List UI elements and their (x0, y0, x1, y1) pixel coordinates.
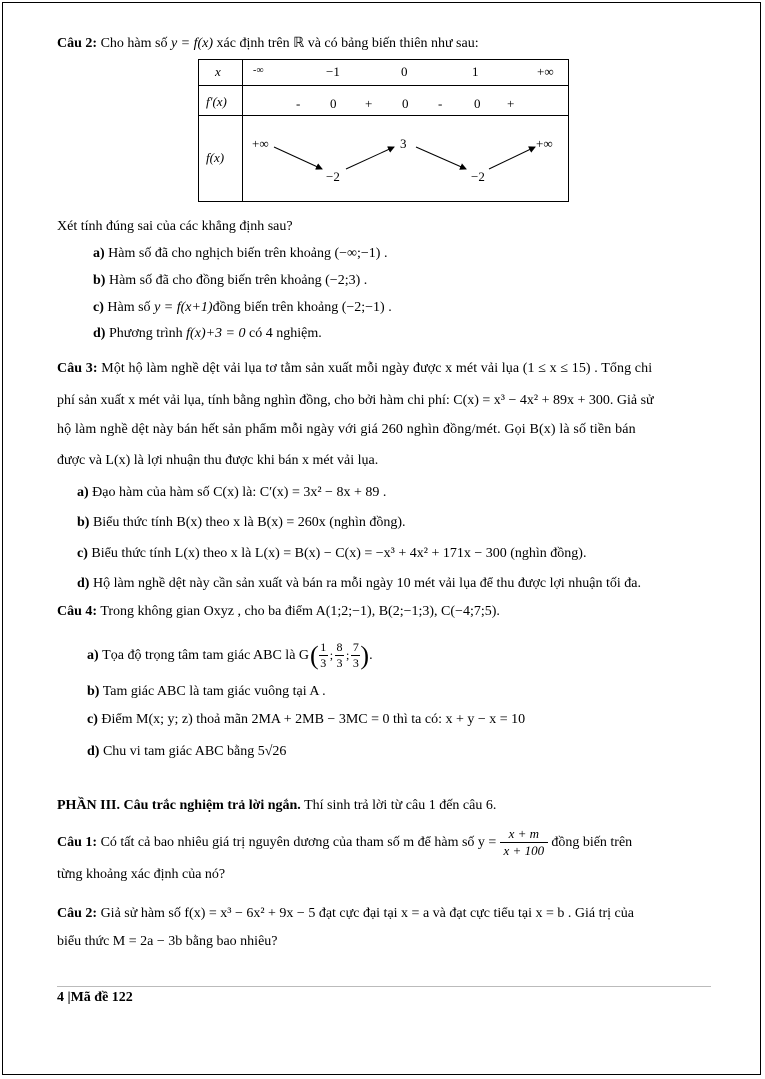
q2-item-b (93, 272, 367, 290)
row-label-fprime: f′(x) (206, 94, 227, 109)
left-paren: ( (310, 640, 319, 670)
p3-q2-label: Câu 2: (57, 906, 98, 921)
numerator: x + m (508, 826, 540, 841)
arrow-decreasing (274, 147, 322, 169)
q3-line-3: hộ làm nghề dệt này bán hết sản phẩm mỗi ngày với giá 260 nghìn đồng/mét. Gọi B(x) là số tiền bán (57, 422, 636, 437)
fraction (500, 826, 548, 860)
denominator: 3 (336, 656, 343, 670)
variation-arrows (198, 59, 569, 202)
item-key: b) (77, 515, 90, 530)
sign: 0 (474, 96, 481, 111)
q4-item-c (87, 711, 525, 729)
right-paren: ) (360, 640, 370, 670)
q2-item-d (93, 325, 322, 343)
item-text: Hộ làm nghề dệt này cần sản xuất và bán ra mỗi ngày 10 mét vải lụa để thu được lợi nhuận tối đa. (92, 576, 641, 591)
denominator: x + 100 (503, 843, 545, 859)
item-text: Phương trình (108, 326, 183, 341)
q3-item-b (77, 514, 406, 532)
centroid-fractions: 1 3 ; 8 3 ; 7 3 (320, 640, 359, 670)
part3-desc: Thí sinh trả lời từ câu 1 đến câu 6. (304, 798, 497, 813)
q2-item-c (93, 299, 392, 317)
q2-heading (57, 35, 479, 53)
page-footer: 4 |Mã đề 122 (57, 990, 133, 1005)
item-text-2: đồng biến trên khoảng (212, 300, 339, 315)
q2-text-b: xác định trên ℝ và có bảng biến thiên như sau: (216, 36, 479, 51)
item-key: d) (77, 576, 90, 591)
fraction (335, 640, 344, 671)
footer-divider (57, 986, 711, 987)
f-value: 3 (400, 136, 407, 151)
sign: 0 (330, 96, 337, 111)
q3-text-1: Một hộ làm nghề dệt vải lụa tơ tằm sản xuất mỗi ngày được x mét vải lụa (1 ≤ x ≤ 15) . Tổng chi (101, 361, 653, 376)
q2-item-a (93, 245, 387, 263)
q4-heading (57, 603, 500, 621)
item-key: c) (87, 712, 98, 727)
item-text: Điểm M(x; y; z) thoả mãn 2MA + 2MB − 3MC = 0 thì ta có: x + y − x = 10 (101, 712, 526, 727)
numerator: 8 (336, 640, 343, 654)
p3-q1-text-a: Có tất cả bao nhiêu giá trị nguyên dương của tham số m để hàm số y = (100, 835, 497, 850)
arrow-increasing (489, 147, 535, 169)
x-value: +∞ (537, 64, 554, 79)
sign: 0 (402, 96, 409, 111)
item-key: c) (93, 300, 104, 315)
q2-label: Câu 2: (57, 36, 98, 51)
fraction (351, 640, 360, 671)
sign: + (507, 96, 515, 111)
arrow-decreasing (416, 147, 466, 169)
p3-q1-line-2: từng khoảng xác định của nó? (57, 867, 226, 882)
q2-prompt: Xét tính đúng sai của các khẳng định sau? (57, 219, 293, 234)
q3-item-a (77, 484, 386, 502)
item-text: Tam giác ABC là tam giác vuông tại A . (102, 684, 326, 699)
p3-q2-line-2: biểu thức M = 2a − 3b bằng bao nhiêu? (57, 934, 278, 949)
q3-line-4: được và L(x) là lợi nhuận thu được khi bán x mét vải lụa. (57, 453, 379, 468)
item-text: Tọa độ trọng tâm tam giác ABC là G (102, 647, 310, 663)
q3-label: Câu 3: (57, 361, 98, 376)
p3-q2-line-1 (57, 905, 634, 923)
item-text: Hàm số đã cho nghịch biến trên khoảng (108, 246, 331, 261)
p3-q1-label: Câu 1: (57, 835, 98, 850)
arrow-increasing (346, 147, 394, 169)
part3-heading (57, 797, 496, 815)
q3-line-2: phí sản xuất x mét vải lụa, tính bằng nghìn đồng, cho bởi hàm chi phí: C(x) = x³ − 4x² + 89x + 300. Giả sử (57, 393, 654, 408)
numerator: 1 (320, 640, 327, 654)
sign: - (438, 96, 443, 111)
f-value: −2 (471, 169, 485, 184)
q2-text-a: Cho hàm số (100, 36, 168, 51)
q4-item-b (87, 683, 326, 701)
item-math: f(x)+3 = 0 (186, 326, 246, 341)
x-value: 1 (472, 64, 479, 79)
q3-item-d (77, 575, 641, 593)
p3-q2-text: Giả sử hàm số f(x) = x³ − 6x² + 9x − 5 đạt cực đại tại x = a và đạt cực tiểu tại x = b . Giá trị của (100, 906, 634, 921)
row-label-x: x (215, 64, 221, 79)
q4-item-a: a) Tọa độ trọng tâm tam giác ABC là G ( 1 3 ; 8 3 ; 7 3 ) . (87, 640, 373, 670)
numerator: 7 (352, 640, 359, 654)
f-value: −2 (326, 169, 340, 184)
item-key: a) (87, 647, 99, 663)
item-text: Đạo hàm của hàm số C(x) là: C′(x) = 3x² − 8x + 89 . (92, 485, 387, 500)
x-value: 0 (401, 64, 408, 79)
item-text: Hàm số đã cho đồng biến trên khoảng (108, 273, 322, 288)
q3-item-c (77, 545, 586, 563)
row-label-f: f(x) (206, 150, 225, 165)
variation-table (198, 59, 569, 202)
item-key: d) (93, 326, 106, 341)
part3-title: PHẦN III. Câu trắc nghiệm trả lời ngắn. (57, 798, 301, 813)
item-text: Biểu thức tính B(x) theo x là B(x) = 260x (nghìn đồng). (92, 515, 406, 530)
q4-text: Trong không gian Oxyz , cho ba điểm A(1;2;−1), B(2;−1;3), C(−4;7;5). (100, 604, 500, 619)
item-key: a) (93, 246, 105, 261)
sign: - (296, 96, 301, 111)
item-math-2: (−2;−1) . (341, 300, 392, 315)
item-math: (−∞;−1) . (334, 246, 388, 261)
q2-func: y = f(x) (170, 36, 214, 51)
q4-label: Câu 4: (57, 604, 98, 619)
item-key: b) (93, 273, 106, 288)
item-text: Biểu thức tính L(x) theo x là L(x) = B(x) − C(x) = −x³ + 4x² + 171x − 300 (nghìn đồng). (91, 546, 587, 561)
item-math: y = f(x+1) (154, 300, 213, 315)
x-value: −1 (326, 64, 340, 79)
q3-line-1 (57, 360, 652, 378)
item-text: Hàm số (107, 300, 151, 315)
f-value: +∞ (252, 136, 269, 151)
x-value: -∞ (253, 65, 264, 76)
item-text-2: có 4 nghiệm. (249, 326, 322, 341)
item-key: d) (87, 744, 100, 759)
item-math: (−2;3) . (325, 273, 368, 288)
item-key: a) (77, 485, 89, 500)
p3-q1-text-b: đồng biến trên (551, 835, 633, 850)
denominator: 3 (320, 656, 327, 670)
p3-q1-line-1 (57, 826, 632, 860)
f-value: +∞ (536, 136, 553, 151)
item-key: b) (87, 684, 100, 699)
sign: + (365, 96, 373, 111)
item-key: c) (77, 546, 88, 561)
item-text: Chu vi tam giác ABC bằng 5√26 (102, 744, 287, 759)
denominator: 3 (352, 656, 359, 670)
q4-item-d (87, 743, 286, 761)
fraction (319, 640, 328, 671)
